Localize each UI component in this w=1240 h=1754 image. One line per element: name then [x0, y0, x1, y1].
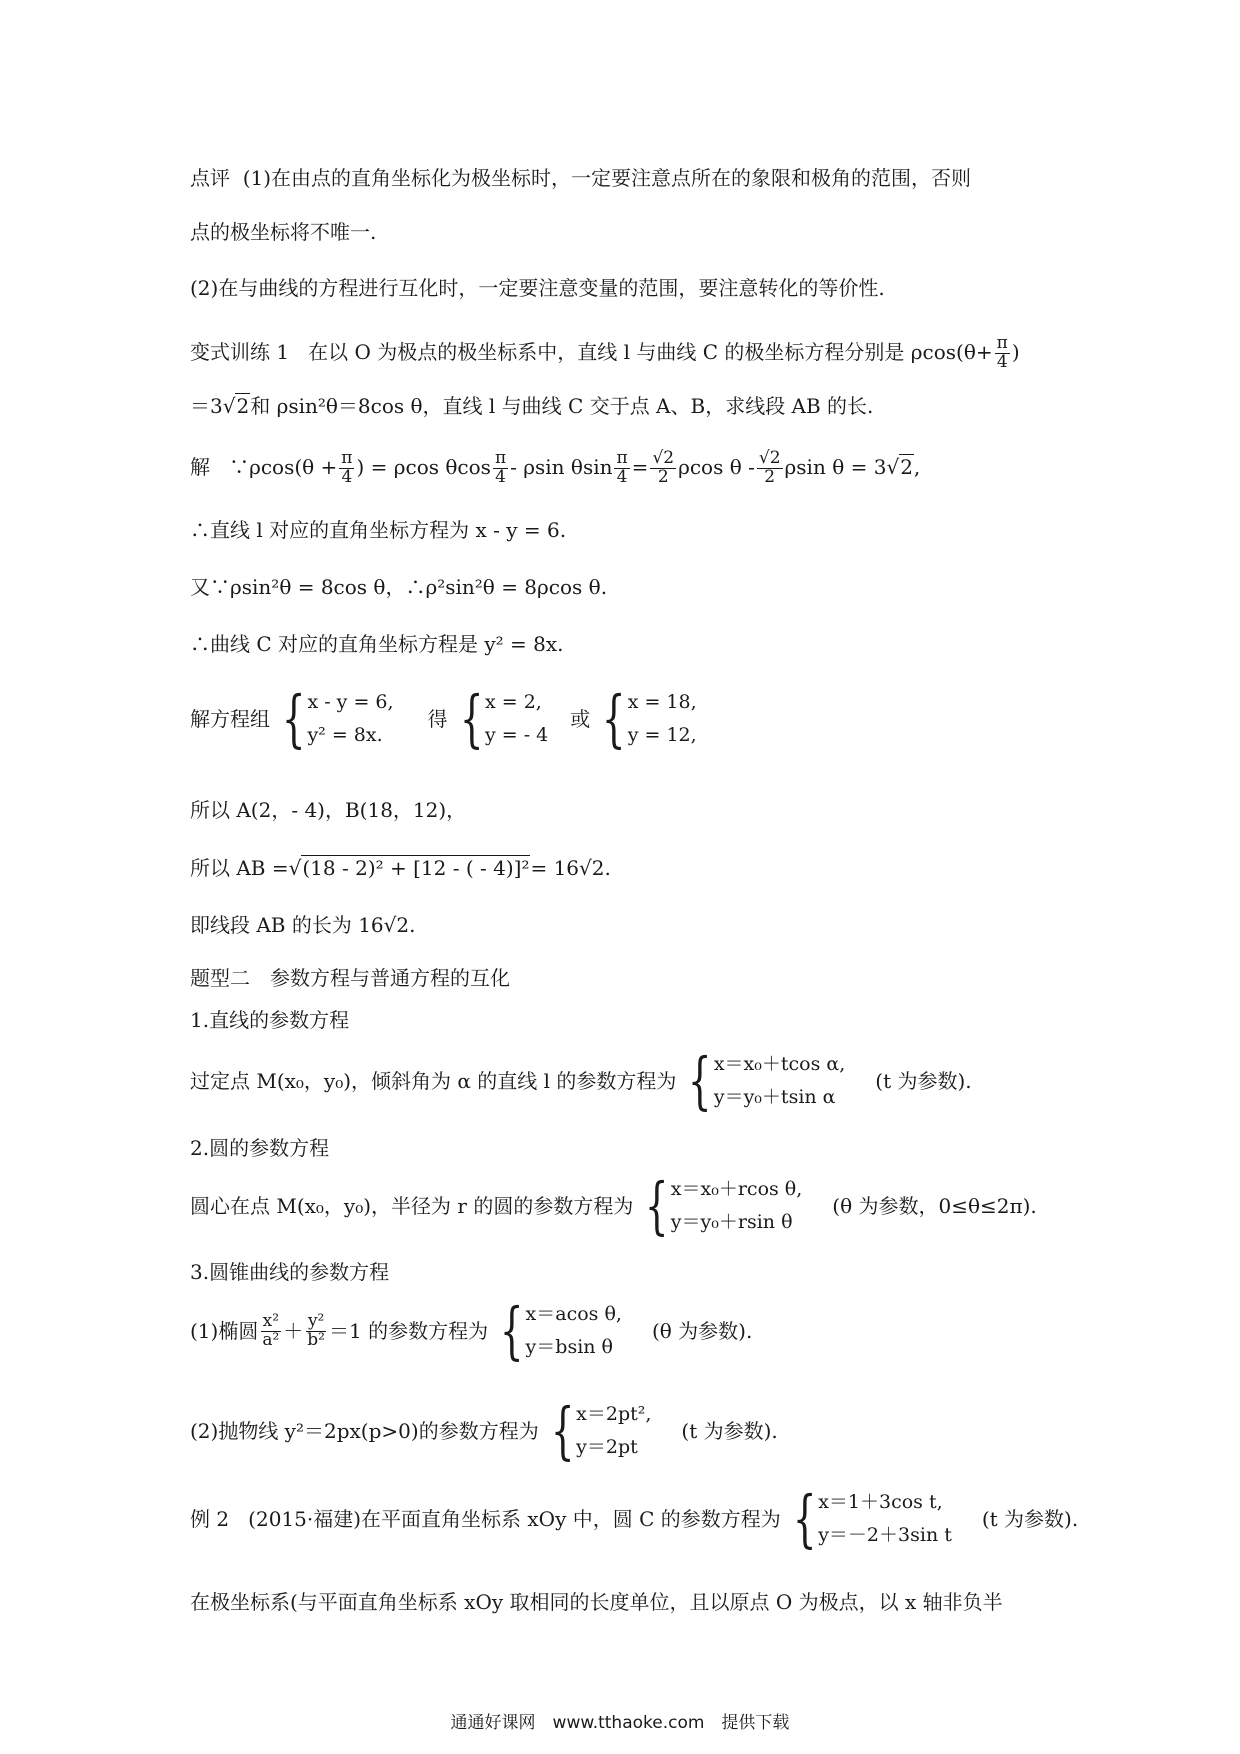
line-param-note: (t 为参数).	[875, 1069, 972, 1093]
remark-label: 点评	[190, 166, 230, 190]
solution-line-b: 又∵ρsin²θ = 8cos θ，∴ρ²sin²θ = 8ρcos θ.	[190, 575, 608, 599]
solution-ab	[190, 858, 611, 878]
exercise-line-1: 变式训练 1 在以 O 为极点的极坐标系中，直线 l 与曲线 C 的极坐标方程分别是 ρcos(θ+ $\frac{\pi}{4}$ )	[190, 333, 1020, 372]
ellipse-prefix: (1)椭圆	[190, 1319, 259, 1343]
ab-prefix: 所以 AB =	[190, 856, 289, 880]
section2-sub2: 2.圆的参数方程	[190, 1136, 330, 1160]
fraction-sqrt2-over-2: $\frac{√2}{2}$	[652, 448, 675, 487]
remark-line-1	[190, 168, 971, 188]
equation-system-1: { x - y = 6, y² = 8x.	[281, 682, 394, 755]
section2-sub3: 3.圆锥曲线的参数方程	[190, 1260, 390, 1284]
fraction-pi-over-4: $\frac{\pi}{4}$	[996, 333, 1008, 372]
fraction-x2-a2: $\frac{\text{x²}}{\text{a²}}$	[262, 1310, 280, 1350]
ellipse-note: (θ 为参数).	[651, 1319, 753, 1343]
line-param-text: 过定点 M(x₀，y₀)，倾斜角为 α 的直线 l 的参数方程为	[190, 1069, 677, 1093]
remark-text-1a: (1)在由点的直角坐标化为极坐标时，一定要注意点所在的象限和极角的范围，否则	[242, 166, 972, 190]
fraction-pi-over-4: $\frac{\pi}{4}$	[616, 448, 628, 487]
ellipse-eq: ＝1 的参数方程为	[329, 1319, 489, 1343]
get-label: 得	[427, 707, 448, 731]
remark-line-2: 点的极坐标将不唯一.	[190, 220, 377, 244]
remark-line-3: (2)在与曲线的方程进行互化时，一定要注意变量的范围，要注意转化的等价性.	[190, 276, 885, 300]
solution-label: 解	[190, 454, 210, 479]
solution-points: 所以 A(2，- 4)，B(18，12)，	[190, 798, 467, 822]
circle-param-text: 圆心在点 M(x₀，y₀)，半径为 r 的圆的参数方程为	[190, 1194, 634, 1218]
fraction-pi-over-4: $\frac{\pi}{4}$	[494, 448, 507, 487]
or-label: 或	[570, 707, 591, 731]
ab-result: = 16√2.	[530, 856, 611, 880]
fraction-pi-over-4: $\frac{\pi}{4}$	[341, 448, 353, 487]
line-param-system: { x＝x₀＋tcos α, y＝y₀＋tsin α	[688, 1044, 846, 1117]
solution-line-a: ∴直线 l 对应的直角坐标方程为 x - y = 6.	[190, 518, 567, 542]
example2-line2: 在极坐标系(与平面直角坐标系 xOy 取相同的长度单位，且以原点 O 为极点，以 x 轴非负半	[190, 1590, 1003, 1614]
section2-line2	[190, 1169, 1037, 1242]
circle-param-system: { x＝x₀＋rcos θ, y＝y₀＋rsin θ	[645, 1169, 803, 1242]
equation-system-2: { x = 2, y = - 4	[459, 682, 549, 755]
parabola-note: (t 为参数).	[681, 1419, 778, 1443]
exercise-text-2: 和 ρsin²θ＝8cos θ，直线 l 与曲线 C 交于点 A、B，求线段 AB 的长.	[250, 394, 874, 418]
exercise-line-2: ＝3√2和 ρsin²θ＝8cos θ，直线 l 与曲线 C 交于点 A、B，求线段 AB 的长.	[190, 394, 874, 418]
example2-note: (t 为参数).	[981, 1507, 1079, 1531]
fraction-sqrt2-over-2: $\frac{√2}{2}$	[758, 448, 781, 487]
fraction-y2-b2: $\frac{\text{y²}}{\text{b²}}$	[307, 1310, 325, 1350]
ellipse-param-system: { x＝acos θ, y＝bsin θ	[499, 1294, 622, 1367]
exercise-label: 变式训练 1	[190, 339, 290, 364]
parabola-text: (2)抛物线 y²＝2px(p>0)的参数方程为	[190, 1419, 539, 1443]
solution-system-line	[190, 682, 701, 755]
circle-param-note: (θ 为参数，0≤θ≤2π).	[832, 1194, 1037, 1218]
equation-system-3: { x = 18, y = 12,	[602, 682, 697, 755]
page-footer: 通通好课网 www.tthaoke.com 提供下载	[450, 1713, 790, 1733]
example2-text: (2015·福建)在平面直角坐标系 xOy 中，圆 C 的参数方程为	[248, 1507, 781, 1531]
sqrt-2: √2	[886, 454, 913, 479]
section2-sub1: 1.直线的参数方程	[190, 1008, 350, 1032]
example2-line1	[190, 1482, 1079, 1555]
example2-param-system: { x＝1＋3cos t, y＝－2＋3sin t	[792, 1482, 952, 1555]
ab-sqrt: √(18 - 2)² + [12 - ( - 4)]²	[288, 856, 530, 880]
parabola-line	[190, 1394, 778, 1467]
sqrt-2: √2	[222, 394, 250, 418]
parabola-param-system: { x＝2pt², y＝2pt	[550, 1394, 652, 1467]
solution-line-1: 解 ∵ρcos(θ + $\frac{\pi}{4}$ ) = ρcos θcos $\frac{\pi}{4}$ - ρsin θsin $\frac{\pi}{4}$ = $\frac{√2}{2}$ ρcos θ - $\frac{√2}{2}$ ρsin θ = 3√2,	[190, 448, 921, 487]
solve-label: 解方程组	[190, 707, 270, 731]
ellipse-line: (1)椭圆 $\frac{\text{x²}}{\text{a²}}$ ＋ $\frac{\text{y²}}{\text{b²}}$ ＝1 的参数方程为 { x＝acos θ, y＝bsin θ (θ 为参数).	[190, 1294, 753, 1367]
section2-line1	[190, 1044, 972, 1117]
solution-line-c: ∴曲线 C 对应的直角坐标方程是 y² = 8x.	[190, 632, 564, 656]
example2-label: 例 2	[190, 1507, 230, 1531]
solution-conclusion: 即线段 AB 的长为 16√2.	[190, 913, 416, 937]
exercise-text-1: 在以 O 为极点的极坐标系中，直线 l 与曲线 C 的极坐标方程分别是 ρcos(θ+	[308, 339, 993, 364]
section2-title: 题型二 参数方程与普通方程的互化	[190, 966, 510, 990]
